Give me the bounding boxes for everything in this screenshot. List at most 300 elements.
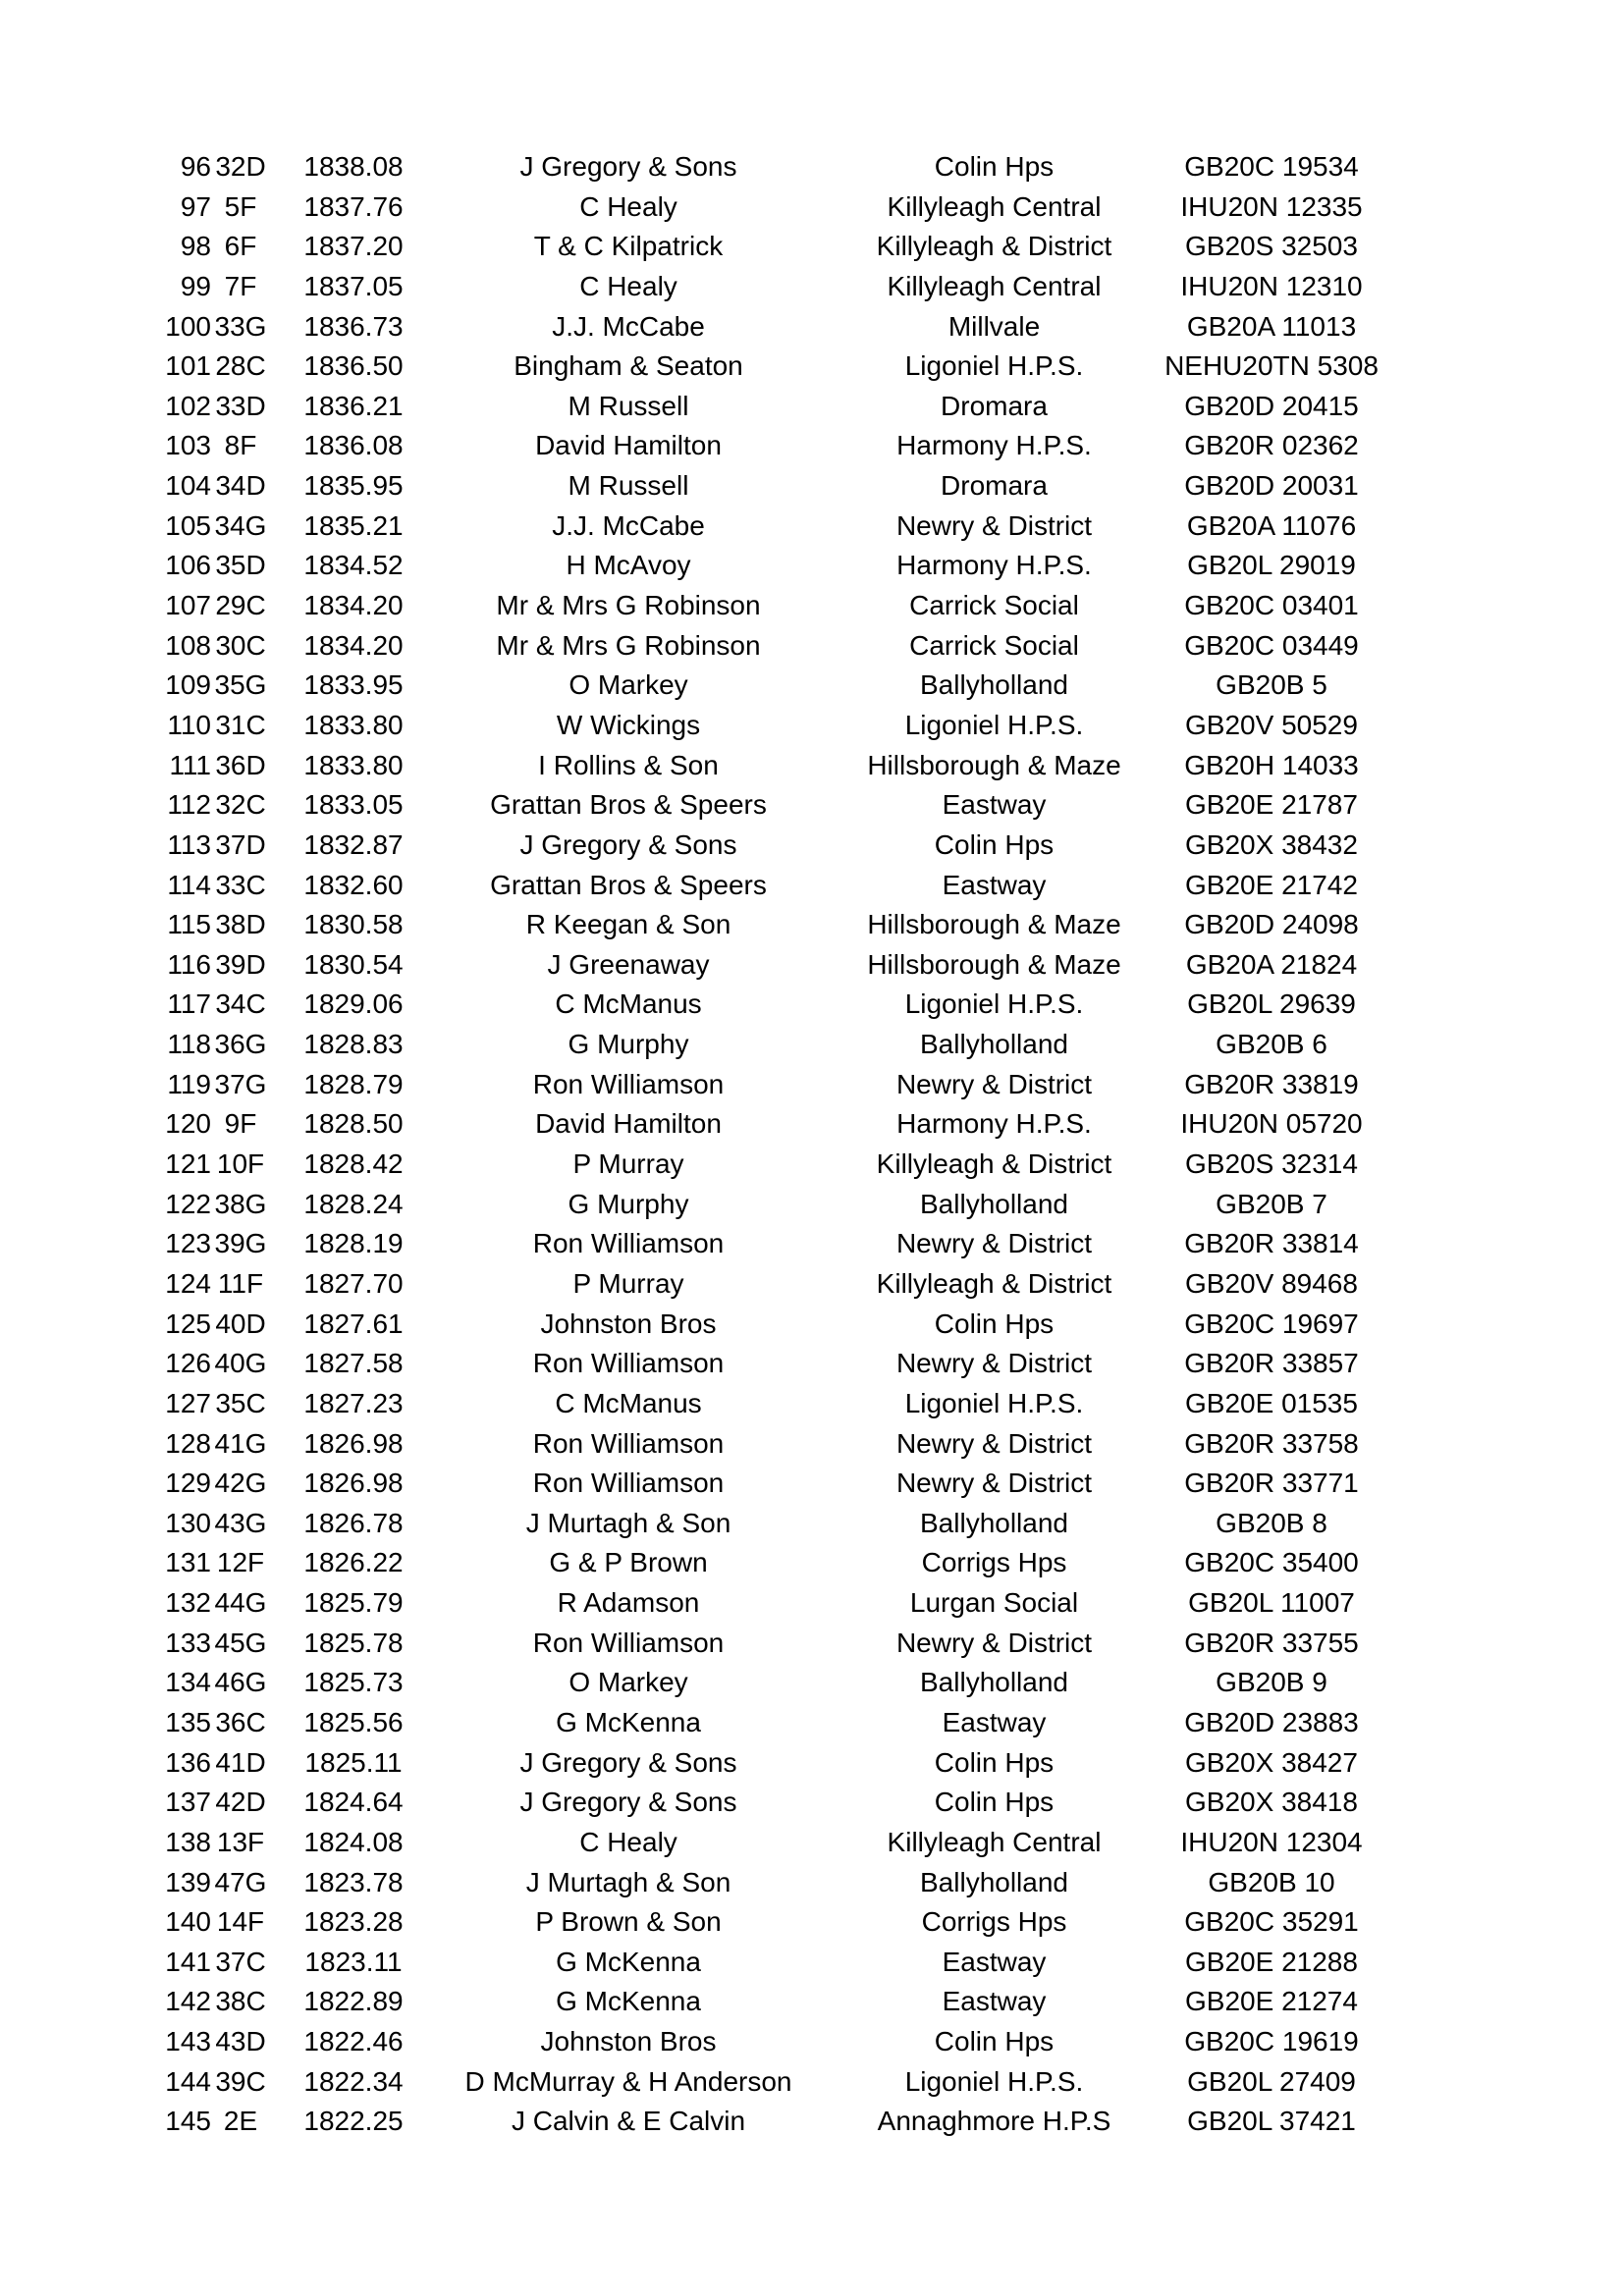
ring-number-cell: GB20X 38432 (1185, 828, 1358, 860)
velocity-cell: 1823.78 (303, 1866, 404, 1897)
club-cell: Dromara (941, 470, 1048, 502)
table-row (0, 1384, 1624, 1424)
position-cell: 116 (167, 948, 211, 980)
position-cell: 117 (167, 988, 211, 1020)
club-cell: Newry & District (895, 1627, 1093, 1658)
fancier-name-cell: J Gregory & Sons (519, 1787, 737, 1818)
position-cell: 136 (165, 1746, 211, 1778)
ring-number-cell: GB20B 10 (1208, 1866, 1335, 1897)
club-cell: Killyleagh Central (887, 1826, 1102, 1857)
table-row (0, 1663, 1624, 1703)
table-row (0, 1224, 1624, 1264)
ring-number-cell: GB20E 01535 (1185, 1387, 1358, 1418)
fancier-name-cell: C Healy (579, 270, 677, 301)
position-cell: 114 (167, 869, 211, 900)
fancier-name-cell: G McKenna (556, 1986, 701, 2017)
fancier-name-cell: G & P Brown (549, 1547, 708, 1578)
table-row (0, 1025, 1624, 1065)
club-cell: Hillsborough & Maze (867, 948, 1121, 980)
position-cell: 145 (165, 2106, 211, 2137)
position-cell: 107 (165, 590, 211, 621)
club-cell: Ligoniel H.P.S. (904, 350, 1084, 382)
pen-cell: 42G (214, 1468, 267, 1499)
club-cell: Newry & District (895, 1068, 1093, 1099)
position-cell: 118 (167, 1029, 211, 1060)
position-cell: 138 (165, 1826, 211, 1857)
fancier-name-cell: Ron Williamson (532, 1348, 725, 1379)
pen-cell: 41D (215, 1746, 266, 1778)
velocity-cell: 1824.08 (303, 1826, 404, 1857)
table-row (0, 2022, 1624, 2062)
pen-cell: 37D (215, 828, 266, 860)
ring-number-cell: GB20C 19619 (1184, 2026, 1359, 2057)
fancier-name-cell: C McManus (555, 988, 702, 1020)
fancier-name-cell: W Wickings (556, 709, 701, 740)
table-row (0, 147, 1624, 187)
ring-number-cell: GB20R 33758 (1184, 1427, 1359, 1459)
club-cell: Eastway (942, 789, 1047, 821)
velocity-cell: 1833.95 (303, 669, 404, 701)
table-row (0, 626, 1624, 667)
velocity-cell: 1833.05 (303, 789, 404, 821)
club-cell: Harmony H.P.S. (896, 430, 1092, 461)
ring-number-cell: GB20L 29639 (1187, 988, 1356, 1020)
ring-number-cell: GB20B 9 (1216, 1667, 1327, 1698)
pen-cell: 40D (215, 1308, 266, 1339)
club-cell: Colin Hps (934, 1787, 1055, 1818)
club-cell: Ligoniel H.P.S. (904, 1387, 1084, 1418)
velocity-cell: 1834.52 (303, 550, 404, 581)
pen-cell: 11F (217, 1267, 264, 1299)
ring-number-cell: GB20E 21742 (1185, 869, 1358, 900)
position-cell: 121 (165, 1148, 211, 1180)
velocity-cell: 1837.20 (303, 231, 404, 262)
table-row (0, 1543, 1624, 1583)
table-row (0, 1583, 1624, 1624)
pen-cell: 13F (216, 1826, 265, 1857)
pen-cell: 9F (224, 1108, 257, 1140)
pen-cell: 35G (214, 669, 267, 701)
ring-number-cell: GB20R 33819 (1184, 1068, 1359, 1099)
pen-cell: 33C (215, 869, 266, 900)
club-cell: Ballyholland (920, 1866, 1068, 1897)
table-row (0, 1943, 1624, 1983)
ring-number-cell: IHU20N 12304 (1180, 1826, 1363, 1857)
fancier-name-cell: O Markey (568, 669, 688, 701)
velocity-cell: 1824.64 (303, 1787, 404, 1818)
velocity-cell: 1826.98 (303, 1427, 404, 1459)
table-row (0, 1982, 1624, 2022)
velocity-cell: 1836.21 (303, 390, 404, 421)
ring-number-cell: GB20A 11013 (1186, 310, 1357, 342)
ring-number-cell: GB20L 37421 (1187, 2106, 1356, 2137)
club-cell: Newry & District (895, 1228, 1093, 1259)
club-cell: Corrigs Hps (921, 1547, 1067, 1578)
table-row (0, 1185, 1624, 1225)
pen-cell: 5F (224, 190, 257, 222)
club-cell: Dromara (941, 390, 1048, 421)
ring-number-cell: GB20C 19534 (1184, 151, 1359, 182)
table-row (0, 945, 1624, 986)
table-row (0, 1823, 1624, 1863)
ring-number-cell: GB20B 5 (1216, 669, 1327, 701)
table-row (0, 1065, 1624, 1105)
club-cell: Ligoniel H.P.S. (904, 709, 1084, 740)
table-row (0, 466, 1624, 507)
velocity-cell: 1828.24 (303, 1188, 404, 1219)
ring-number-cell: GB20B 8 (1216, 1507, 1327, 1538)
position-cell: 108 (165, 629, 211, 661)
velocity-cell: 1836.08 (303, 430, 404, 461)
results-table (0, 147, 1624, 2142)
table-row (0, 227, 1624, 267)
pen-cell: 38G (214, 1188, 267, 1219)
club-cell: Millvale (947, 310, 1041, 342)
position-cell: 137 (165, 1787, 211, 1818)
pen-cell: 38D (215, 909, 266, 940)
club-cell: Newry & District (895, 509, 1093, 541)
ring-number-cell: GB20A 11076 (1186, 509, 1357, 541)
fancier-name-cell: C Healy (579, 190, 677, 222)
ring-number-cell: GB20D 20031 (1184, 470, 1359, 502)
pen-cell: 6F (224, 231, 257, 262)
club-cell: Killyleagh & District (876, 1148, 1112, 1180)
position-cell: 111 (169, 749, 211, 780)
position-cell: 97 (180, 190, 211, 222)
ring-number-cell: GB20C 35291 (1184, 1906, 1359, 1938)
position-cell: 98 (180, 231, 211, 262)
ring-number-cell: GB20S 32503 (1185, 231, 1358, 262)
ring-number-cell: GB20L 29019 (1187, 550, 1356, 581)
position-cell: 112 (167, 789, 211, 821)
fancier-name-cell: C McManus (555, 1387, 702, 1418)
position-cell: 134 (165, 1667, 211, 1698)
club-cell: Colin Hps (934, 1308, 1055, 1339)
velocity-cell: 1822.34 (303, 2065, 404, 2097)
velocity-cell: 1827.70 (303, 1267, 404, 1299)
table-row (0, 785, 1624, 826)
ring-number-cell: GB20V 50529 (1185, 709, 1358, 740)
ring-number-cell: GB20E 21274 (1185, 1986, 1358, 2017)
club-cell: Killyleagh Central (887, 270, 1102, 301)
club-cell: Colin Hps (934, 2026, 1055, 2057)
ring-number-cell: GB20R 02362 (1184, 430, 1359, 461)
velocity-cell: 1828.42 (303, 1148, 404, 1180)
fancier-name-cell: J Calvin & E Calvin (511, 2106, 746, 2137)
pen-cell: 33G (214, 310, 267, 342)
pen-cell: 43G (214, 1507, 267, 1538)
position-cell: 106 (165, 550, 211, 581)
velocity-cell: 1828.50 (303, 1108, 404, 1140)
table-row (0, 1624, 1624, 1664)
pen-cell: 2E (223, 2106, 258, 2137)
club-cell: Newry & District (895, 1348, 1093, 1379)
table-row (0, 546, 1624, 586)
pen-cell: 37G (214, 1068, 267, 1099)
ring-number-cell: GB20D 20415 (1184, 390, 1359, 421)
pen-cell: 31C (215, 709, 266, 740)
fancier-name-cell: J.J. McCabe (552, 310, 705, 342)
club-cell: Ballyholland (920, 1667, 1068, 1698)
position-cell: 144 (165, 2065, 211, 2097)
pen-cell: 12F (216, 1547, 265, 1578)
table-row (0, 387, 1624, 427)
fancier-name-cell: G McKenna (556, 1946, 701, 1977)
table-row (0, 866, 1624, 906)
table-row (0, 985, 1624, 1025)
pen-cell: 30C (215, 629, 266, 661)
table-row (0, 307, 1624, 347)
pen-cell: 29C (215, 590, 266, 621)
pen-cell: 41G (214, 1427, 267, 1459)
table-row (0, 1783, 1624, 1823)
pen-cell: 47G (214, 1866, 267, 1897)
position-cell: 103 (165, 430, 211, 461)
ring-number-cell: IHU20N 12335 (1180, 190, 1363, 222)
table-row (0, 507, 1624, 547)
club-cell: Killyleagh & District (876, 231, 1112, 262)
pen-cell: 39G (214, 1228, 267, 1259)
pen-cell: 44G (214, 1587, 267, 1619)
fancier-name-cell: I Rollins & Son (538, 749, 719, 780)
club-cell: Newry & District (895, 1427, 1093, 1459)
fancier-name-cell: Ron Williamson (532, 1627, 725, 1658)
pen-cell: 39C (215, 2065, 266, 2097)
table-row (0, 586, 1624, 626)
fancier-name-cell: G Murphy (568, 1188, 689, 1219)
velocity-cell: 1833.80 (303, 749, 404, 780)
position-cell: 113 (167, 828, 211, 860)
velocity-cell: 1823.11 (304, 1946, 403, 1977)
table-row (0, 1504, 1624, 1544)
club-cell: Ligoniel H.P.S. (904, 2065, 1084, 2097)
club-cell: Ballyholland (920, 1188, 1068, 1219)
club-cell: Carrick Social (909, 590, 1079, 621)
fancier-name-cell: J Gregory & Sons (519, 1746, 737, 1778)
ring-number-cell: IHU20N 12310 (1180, 270, 1363, 301)
velocity-cell: 1837.05 (303, 270, 404, 301)
club-cell: Eastway (942, 869, 1047, 900)
velocity-cell: 1825.56 (303, 1706, 404, 1737)
position-cell: 140 (165, 1906, 211, 1938)
ring-number-cell: GB20X 38427 (1185, 1746, 1358, 1778)
club-cell: Eastway (942, 1986, 1047, 2017)
fancier-name-cell: R Adamson (557, 1587, 700, 1619)
pen-cell: 28C (215, 350, 266, 382)
fancier-name-cell: Mr & Mrs G Robinson (496, 629, 761, 661)
fancier-name-cell: J Greenaway (547, 948, 710, 980)
club-cell: Eastway (942, 1706, 1047, 1737)
pen-cell: 46G (214, 1667, 267, 1698)
table-row (0, 2102, 1624, 2142)
position-cell: 104 (165, 470, 211, 502)
fancier-name-cell: J Murtagh & Son (525, 1866, 731, 1897)
velocity-cell: 1822.89 (303, 1986, 404, 2017)
table-row (0, 1902, 1624, 1943)
table-row (0, 426, 1624, 466)
fancier-name-cell: P Murray (572, 1267, 684, 1299)
pen-cell: 42D (215, 1787, 266, 1818)
pen-cell: 36C (215, 1706, 266, 1737)
table-row (0, 746, 1624, 786)
table-row (0, 1863, 1624, 1903)
position-cell: 125 (165, 1308, 211, 1339)
fancier-name-cell: H McAvoy (566, 550, 691, 581)
ring-number-cell: GB20C 03449 (1184, 629, 1359, 661)
fancier-name-cell: Johnston Bros (540, 1308, 717, 1339)
velocity-cell: 1834.20 (303, 590, 404, 621)
pen-cell: 36D (215, 749, 266, 780)
table-row (0, 1305, 1624, 1345)
club-cell: Killyleagh & District (876, 1267, 1112, 1299)
velocity-cell: 1828.79 (303, 1068, 404, 1099)
position-cell: 100 (165, 310, 211, 342)
fancier-name-cell: David Hamilton (535, 430, 722, 461)
position-cell: 101 (165, 350, 211, 382)
position-cell: 110 (167, 709, 211, 740)
ring-number-cell: IHU20N 05720 (1180, 1108, 1363, 1140)
velocity-cell: 1828.19 (303, 1228, 404, 1259)
pen-cell: 45G (214, 1627, 267, 1658)
fancier-name-cell: J Gregory & Sons (519, 828, 737, 860)
velocity-cell: 1822.25 (303, 2106, 404, 2137)
position-cell: 131 (165, 1547, 211, 1578)
velocity-cell: 1822.46 (303, 2026, 404, 2057)
ring-number-cell: GB20S 32314 (1185, 1148, 1358, 1180)
velocity-cell: 1829.06 (303, 988, 404, 1020)
pen-cell: 34G (214, 509, 267, 541)
fancier-name-cell: P Murray (572, 1148, 684, 1180)
ring-number-cell: NEHU20TN 5308 (1164, 350, 1379, 382)
ring-number-cell: GB20C 35400 (1184, 1547, 1359, 1578)
fancier-name-cell: O Markey (568, 1667, 688, 1698)
position-cell: 133 (165, 1627, 211, 1658)
ring-number-cell: GB20X 38418 (1185, 1787, 1358, 1818)
ring-number-cell: GB20R 33771 (1184, 1468, 1359, 1499)
fancier-name-cell: M Russell (568, 470, 689, 502)
position-cell: 96 (180, 151, 211, 182)
pen-cell: 7F (224, 270, 257, 301)
velocity-cell: 1830.58 (303, 909, 404, 940)
velocity-cell: 1838.08 (303, 151, 404, 182)
ring-number-cell: GB20C 19697 (1184, 1308, 1359, 1339)
fancier-name-cell: J Murtagh & Son (525, 1507, 731, 1538)
club-cell: Carrick Social (909, 629, 1079, 661)
velocity-cell: 1825.11 (304, 1746, 403, 1778)
fancier-name-cell: M Russell (568, 390, 689, 421)
table-row (0, 2062, 1624, 2103)
club-cell: Colin Hps (934, 828, 1055, 860)
pen-cell: 40G (214, 1348, 267, 1379)
fancier-name-cell: J.J. McCabe (552, 509, 705, 541)
pen-cell: 36G (214, 1029, 267, 1060)
table-row (0, 267, 1624, 307)
pen-cell: 37C (215, 1946, 266, 1977)
position-cell: 141 (165, 1946, 211, 1977)
ring-number-cell: GB20B 6 (1216, 1029, 1327, 1060)
ring-number-cell: GB20C 03401 (1184, 590, 1359, 621)
velocity-cell: 1830.54 (303, 948, 404, 980)
velocity-cell: 1827.23 (303, 1387, 404, 1418)
table-row (0, 706, 1624, 746)
ring-number-cell: GB20D 23883 (1184, 1706, 1359, 1737)
table-row (0, 905, 1624, 945)
fancier-name-cell: G Murphy (568, 1029, 689, 1060)
pen-cell: 32D (215, 151, 266, 182)
fancier-name-cell: D McMurray & H Anderson (464, 2065, 792, 2097)
pen-cell: 32C (215, 789, 266, 821)
position-cell: 128 (165, 1427, 211, 1459)
pen-cell: 39D (215, 948, 266, 980)
pen-cell: 8F (224, 430, 257, 461)
ring-number-cell: GB20L 11007 (1188, 1587, 1355, 1619)
velocity-cell: 1834.20 (303, 629, 404, 661)
club-cell: Ballyholland (920, 1029, 1068, 1060)
position-cell: 99 (180, 270, 211, 301)
pen-cell: 34C (215, 988, 266, 1020)
table-row (0, 1264, 1624, 1305)
table-row (0, 1464, 1624, 1504)
fancier-name-cell: Grattan Bros & Speers (490, 869, 767, 900)
club-cell: Ballyholland (920, 669, 1068, 701)
ring-number-cell: GB20E 21288 (1185, 1946, 1358, 1977)
velocity-cell: 1825.78 (303, 1627, 404, 1658)
club-cell: Newry & District (895, 1468, 1093, 1499)
position-cell: 102 (165, 390, 211, 421)
position-cell: 105 (165, 509, 211, 541)
club-cell: Eastway (942, 1946, 1047, 1977)
pen-cell: 34D (215, 470, 266, 502)
position-cell: 122 (165, 1188, 211, 1219)
pen-cell: 10F (216, 1148, 265, 1180)
position-cell: 130 (165, 1507, 211, 1538)
ring-number-cell: GB20A 21824 (1185, 948, 1358, 980)
position-cell: 129 (165, 1468, 211, 1499)
position-cell: 143 (165, 2026, 211, 2057)
position-cell: 120 (165, 1108, 211, 1140)
club-cell: Killyleagh Central (887, 190, 1102, 222)
velocity-cell: 1826.98 (303, 1468, 404, 1499)
velocity-cell: 1826.78 (303, 1507, 404, 1538)
table-row (0, 1424, 1624, 1465)
ring-number-cell: GB20R 33857 (1184, 1348, 1359, 1379)
club-cell: Corrigs Hps (921, 1906, 1067, 1938)
pen-cell: 33D (215, 390, 266, 421)
velocity-cell: 1826.22 (303, 1547, 404, 1578)
fancier-name-cell: G McKenna (556, 1706, 701, 1737)
position-cell: 139 (165, 1866, 211, 1897)
velocity-cell: 1836.73 (303, 310, 404, 342)
club-cell: Colin Hps (934, 1746, 1055, 1778)
table-row (0, 826, 1624, 866)
fancier-name-cell: Grattan Bros & Speers (490, 789, 767, 821)
table-row (0, 1104, 1624, 1145)
ring-number-cell: GB20D 24098 (1184, 909, 1359, 940)
ring-number-cell: GB20B 7 (1216, 1188, 1327, 1219)
velocity-cell: 1832.87 (303, 828, 404, 860)
position-cell: 126 (165, 1348, 211, 1379)
club-cell: Ballyholland (920, 1507, 1068, 1538)
fancier-name-cell: C Healy (579, 1826, 677, 1857)
position-cell: 109 (165, 669, 211, 701)
velocity-cell: 1835.21 (303, 509, 404, 541)
fancier-name-cell: Mr & Mrs G Robinson (496, 590, 761, 621)
ring-number-cell: GB20H 14033 (1184, 749, 1359, 780)
fancier-name-cell: Johnston Bros (540, 2026, 717, 2057)
fancier-name-cell: Ron Williamson (532, 1468, 725, 1499)
ring-number-cell: GB20V 89468 (1185, 1267, 1358, 1299)
position-cell: 124 (165, 1267, 211, 1299)
